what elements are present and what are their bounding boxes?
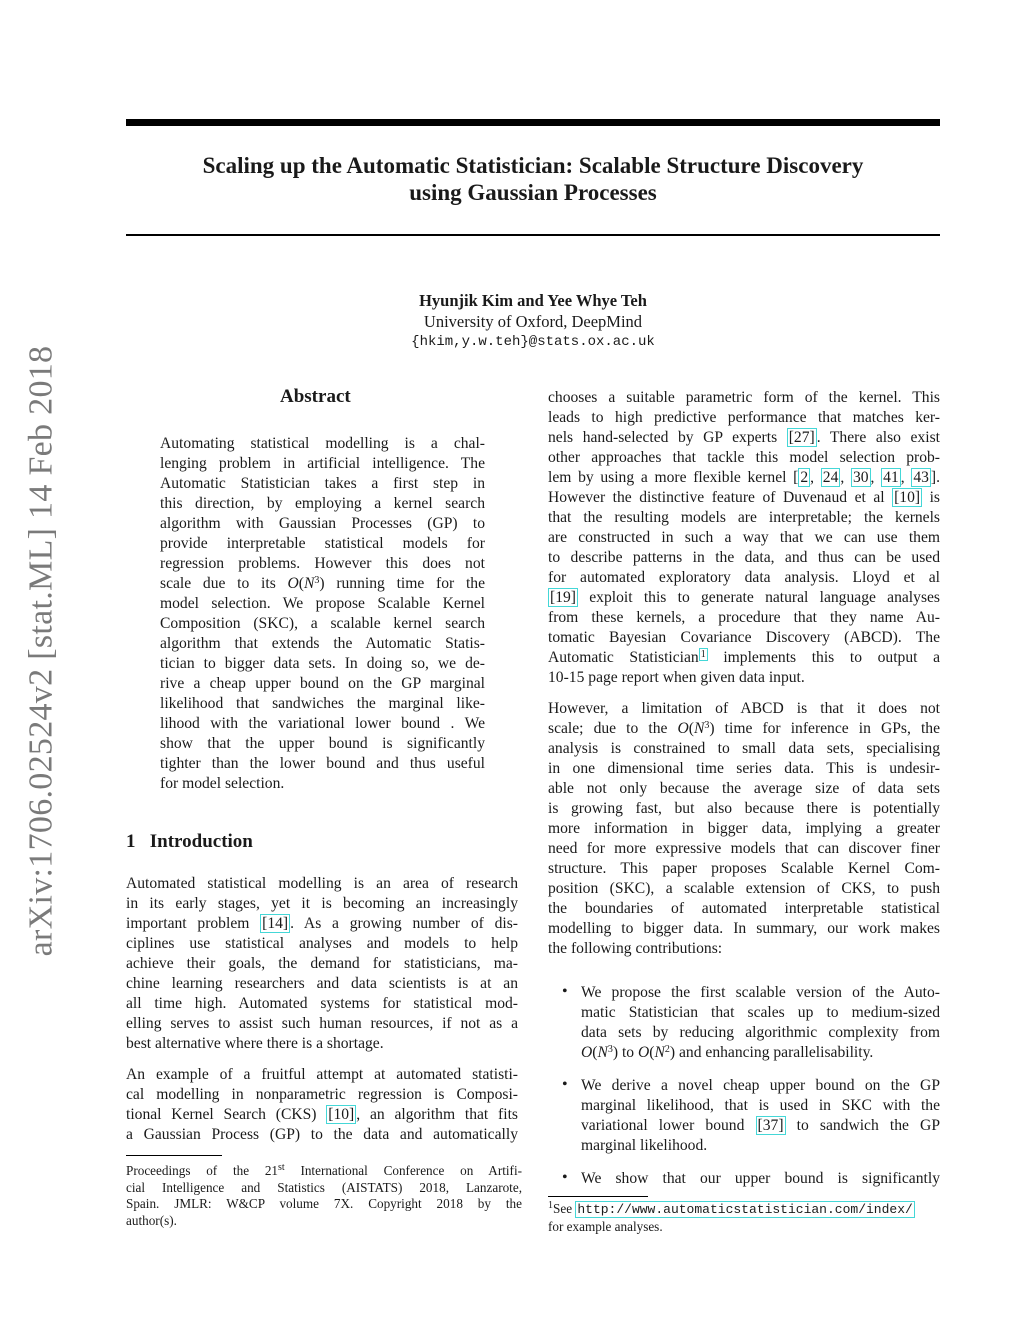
body-line: the boundaries of automated interpretable statistical xyxy=(548,900,940,917)
abstract-line: likelihood that sandwiches the marginal like- xyxy=(160,695,485,712)
bullet-marker: • xyxy=(562,983,568,1000)
abstract-heading: Abstract xyxy=(280,386,351,407)
intro-paragraph-1 xyxy=(126,874,518,1054)
body-line: 10-15 page report when given data input. xyxy=(548,669,805,686)
citation-link[interactable]: [10] xyxy=(328,1106,355,1123)
bullet-line: data sets by reducing algorithmic complexity from xyxy=(581,1024,940,1041)
body-line: in one dimensional time series data. This is undesir- xyxy=(548,760,940,777)
body-line: from these kernels, a procedure that they name Au- xyxy=(548,609,940,626)
abstract-line: tician to bigger data sets. In doing so, we de- xyxy=(160,655,485,672)
author-names: Hyunjik Kim and Yee Whye Teh xyxy=(419,291,647,310)
body-line: that the resulting models are interpretable; the kernels xyxy=(548,509,940,526)
abstract-line: Automatic Statistician takes a first step in xyxy=(160,475,485,492)
proceedings-footnote xyxy=(126,1163,522,1229)
url-footnote xyxy=(548,1201,944,1235)
bullet-line-math: $O(N^3)$ to $O(N^2)$ and enhancing parallelisability. xyxy=(581,1044,874,1061)
abstract-body xyxy=(160,434,485,794)
body-line: However, a limitation of ABCD is that it does not xyxy=(548,700,940,717)
citation-link[interactable]: 24 xyxy=(822,469,839,486)
bullet-marker: • xyxy=(562,1076,568,1093)
abstract-line: this direction, by employing a kernel search xyxy=(160,495,485,512)
intro-line: chine learning researchers and data scientists is at an xyxy=(126,975,518,992)
arxiv-stamp-text: arXiv:1706.02524v2 [stat.ML] 14 Feb 2018 xyxy=(22,345,59,957)
abstract-line: lihood with the variational lower bound . We xyxy=(160,715,485,732)
abstract-line: lenging problem in artificial intelligence. The xyxy=(160,455,485,472)
intro-line-ref: tional Kernel Search (CKS) [10] , an algorithm that fits xyxy=(126,1106,518,1123)
bullet-line: marginal likelihood. xyxy=(581,1137,708,1154)
footnote-rule-left xyxy=(126,1155,222,1156)
intro-paragraph-2 xyxy=(126,1065,518,1145)
body-line: are constructed in such a way that we can use them xyxy=(548,529,940,546)
abstract-line: provide interpretable statistical models for xyxy=(160,535,485,552)
intro-line: in its early stages, yet it is becoming an increasingly xyxy=(126,895,518,912)
body-line: leads to high predictive performance that matches ker- xyxy=(548,409,940,426)
intro-line: all time high. Automated systems for statistical mod- xyxy=(126,995,518,1012)
intro-line: ciplines use statistical analyses and models to help xyxy=(126,935,518,952)
footnote-line: author(s). xyxy=(126,1212,177,1228)
contribution-bullet-2 xyxy=(581,1076,940,1156)
abstract-line: Composition (SKC), a scalable kernel search xyxy=(160,615,485,632)
footnote-url-link[interactable]: http://www.automaticstatistician.com/index/ xyxy=(577,1202,913,1217)
abstract-line: for model selection. xyxy=(160,775,285,792)
bullet-line-ref: variational lower bound [37] to sandwich the GP xyxy=(581,1117,940,1134)
footnote-line: cial Intelligence and Statistics (AISTATS) 2018, Lanzarote, xyxy=(126,1179,522,1195)
body-line: the following contributions: xyxy=(548,940,723,957)
bullet-line: marginal likelihood, that is used in SKC with the xyxy=(581,1097,940,1114)
body-line: analysis is constrained to small data sets, specialising xyxy=(548,740,940,757)
author-email: {hkim,y.w.teh}@stats.ox.ac.uk xyxy=(411,334,655,350)
right-paragraph-2 xyxy=(548,699,940,959)
body-line: chooses a suitable parametric form of the kernel. This xyxy=(548,389,940,406)
bullet-line: We show that our upper bound is significantly xyxy=(581,1170,940,1187)
intro-line: best alternative where there is a shortage. xyxy=(126,1035,384,1052)
intro-line: achieve their goals, the demand for statisticians, ma- xyxy=(126,955,518,972)
abstract-line: model selection. We propose Scalable Kernel xyxy=(160,595,485,612)
intro-line: elling serves to assist such human resources, if not as a xyxy=(126,1015,518,1032)
abstract-line: algorithm that extends the Automatic Statis- xyxy=(160,635,485,652)
title-top-rule xyxy=(126,119,940,126)
body-line: modelling to bigger data. In summary, our work makes xyxy=(548,920,940,937)
section-title: Introduction xyxy=(149,831,253,852)
abstract-line: tighter than the lower bound and thus useful xyxy=(160,755,485,772)
body-line: position (SKC), a scalable extension of CKS, to push xyxy=(548,880,940,897)
contribution-bullet-1 xyxy=(581,983,940,1063)
footnote-link[interactable]: 1 xyxy=(700,649,706,660)
contribution-bullet-3 xyxy=(581,1169,940,1189)
body-line-ref: [19] exploit this to generate natural language analyses xyxy=(550,589,940,606)
author-affiliation: University of Oxford, DeepMind xyxy=(423,312,643,331)
footnote-rule-right xyxy=(548,1196,648,1197)
intro-line: An example of a fruitful attempt at automated statisti- xyxy=(126,1066,518,1083)
body-line-ref: nels hand-selected by GP experts [27] . There also exist xyxy=(548,429,940,446)
bullet-line: We propose the first scalable version of the Auto- xyxy=(581,984,940,1001)
section-number: 1 xyxy=(126,831,136,852)
abstract-line: Automating statistical modelling is a chal- xyxy=(160,435,485,452)
citation-link[interactable]: 43 xyxy=(913,469,929,486)
bullet-marker: • xyxy=(562,1169,568,1186)
body-line: need for more expressive models that can discover finer xyxy=(548,840,940,857)
abstract-line: regression problems. However this does not xyxy=(160,555,485,572)
intro-heading xyxy=(126,831,253,853)
author-block xyxy=(126,290,940,353)
body-line: to describe patterns in the data, and thus can be used xyxy=(548,549,940,566)
right-paragraph-1 xyxy=(548,388,940,688)
body-line: structure. This paper proposes Scalable Kernel Com- xyxy=(548,860,940,877)
title-bottom-rule xyxy=(126,234,940,236)
intro-line-ref: important problem [14] . As a growing number of dis- xyxy=(126,915,518,932)
citation-link[interactable]: [37] xyxy=(757,1117,784,1134)
citation-link[interactable]: [10] xyxy=(894,489,921,506)
title-line-1: Scaling up the Automatic Statistician: Scalable Structure Discovery xyxy=(202,153,864,178)
abstract-line: show that the upper bound is significantly xyxy=(160,735,485,752)
arxiv-stamp xyxy=(15,345,67,957)
footnote-line: Spain. JMLR: W&CP volume 7X. Copyright 2018 by the xyxy=(126,1196,522,1211)
paper-title xyxy=(126,152,940,206)
abstract-line: rive a cheap upper bound on the GP marginal xyxy=(160,675,485,692)
body-line-ref: lem by using a more flexible kernel [ 2 , 24 , 30 , 41 , 43 ]. xyxy=(548,469,941,486)
citation-link[interactable]: 41 xyxy=(883,469,899,486)
body-line: for automated exploratory data analysis. Lloyd et al xyxy=(548,569,940,586)
citation-link[interactable]: [14] xyxy=(262,915,289,932)
body-line: more information in bigger data, implying a greater xyxy=(548,820,940,837)
body-line: is growing fast, but also because there is potentially xyxy=(548,800,940,817)
intro-line: a Gaussian Process (GP) to the data and automatically xyxy=(126,1126,518,1143)
title-line-2: using Gaussian Processes xyxy=(409,180,657,205)
body-line: able not only because the average size of data sets xyxy=(548,780,940,797)
intro-line: cal modelling in nonparametric regression is Composi- xyxy=(126,1086,518,1103)
bullet-line: matic Statistician that scales up to medium-sized xyxy=(581,1004,940,1021)
body-line: tomatic Bayesian Covariance Discovery (ABCD). The xyxy=(548,629,940,646)
citation-link[interactable]: [19] xyxy=(550,589,576,606)
citation-link[interactable]: [27] xyxy=(788,429,815,446)
body-line-ref: However the distinctive feature of Duvenaud et al [10] is xyxy=(548,489,940,506)
abstract-line: algorithm with Gaussian Processes (GP) to xyxy=(160,515,485,532)
bullet-line: We derive a novel cheap upper bound on the GP xyxy=(581,1077,940,1094)
footnote-line: for example analyses. xyxy=(548,1218,663,1234)
footnote-line: Proceedings of the 21st International Conference on Artifi- xyxy=(126,1162,523,1178)
abstract-line-math: scale due to its $O(N^3)$ running time for the xyxy=(160,575,485,592)
citation-link[interactable]: 30 xyxy=(852,469,869,486)
footnote-line: $^1$See http://www.automaticstatistician.com/index/ xyxy=(548,1200,913,1217)
citation-link[interactable]: 2 xyxy=(800,469,809,486)
intro-line: Automated statistical modelling is an area of research xyxy=(126,875,518,892)
body-line-math: scale; due to the $O(N^3)$ time for inference in GPs, the xyxy=(548,720,940,737)
body-line: other approaches that tackle this model selection prob- xyxy=(548,449,940,466)
body-line-ref: Automatic Statistician $^1$ implements this to output a xyxy=(548,649,940,666)
